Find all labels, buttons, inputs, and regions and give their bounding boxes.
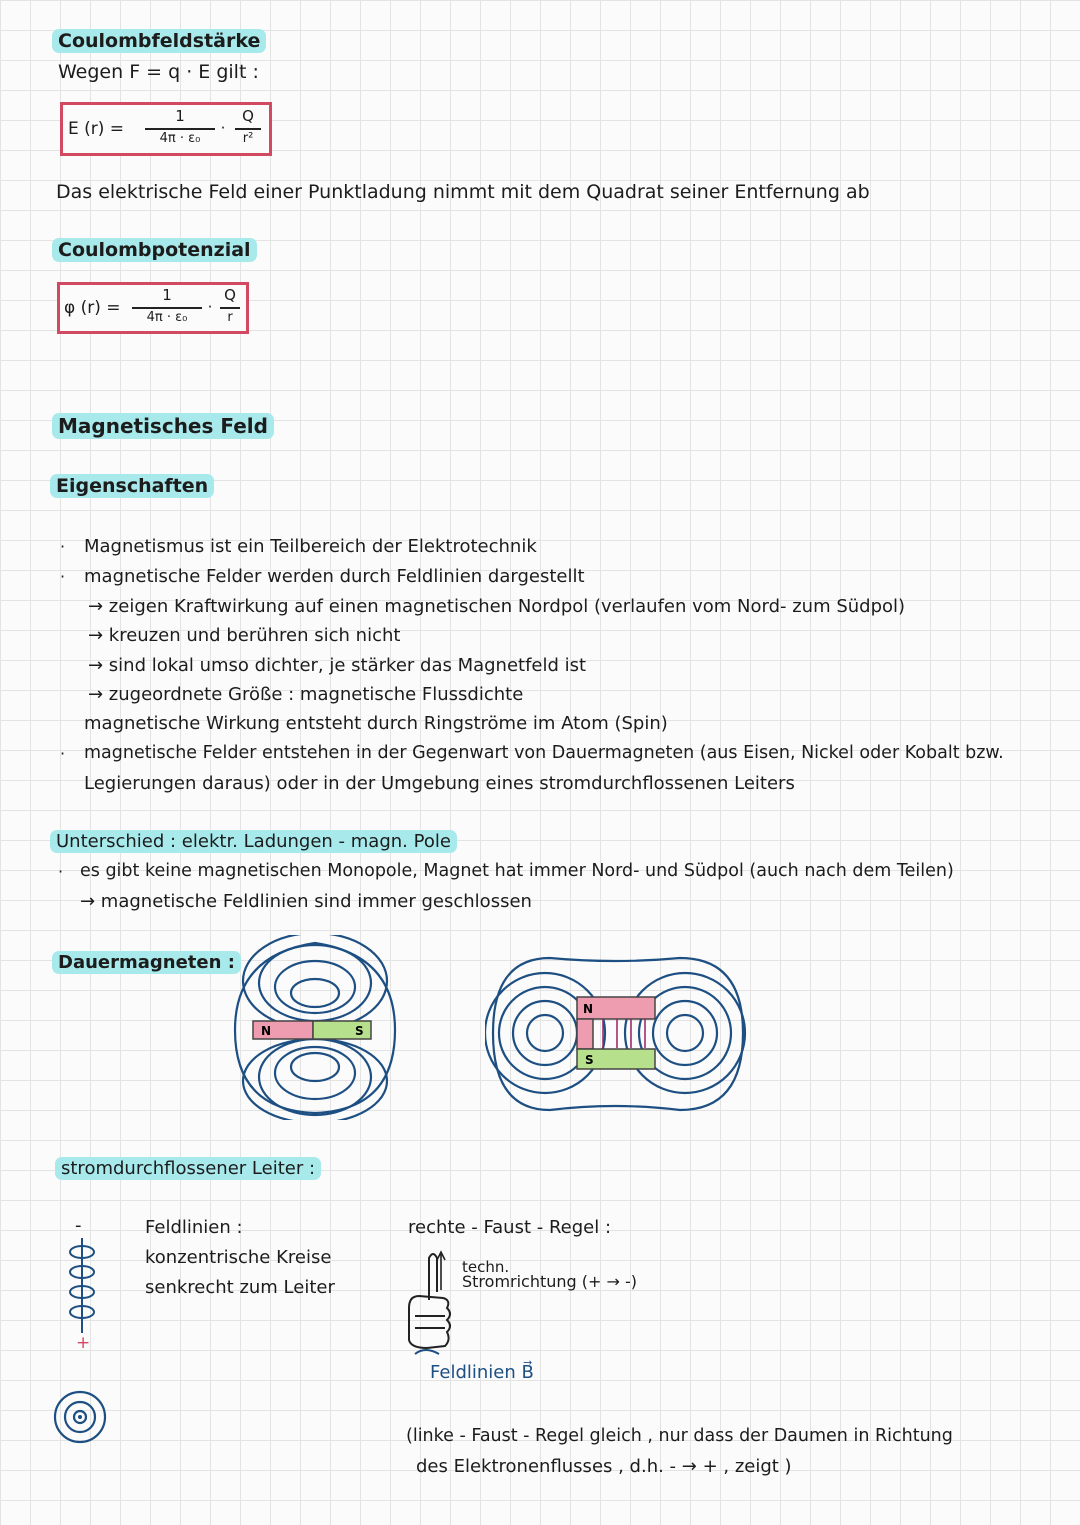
u-magnet-diagram — [485, 950, 750, 1120]
field-line1: konzentrische Kreise — [145, 1247, 332, 1268]
list-item: magnetische Felder entstehen in der Gegenwart von Dauermagneten (aus Eisen, Nickel oder Kobalt bzw. — [84, 743, 1004, 763]
bar-magnet-diagram — [225, 935, 405, 1120]
concentric-circles-icon — [48, 1390, 114, 1444]
bullet: · — [60, 537, 66, 556]
list-item: Legierungen daraus) oder in der Umgebung eines stromdurchflossenen Leiters — [84, 773, 795, 794]
heading-coulombfeldstaerke: Coulombfeldstärke — [52, 29, 266, 53]
north-label: N — [261, 1024, 272, 1038]
list-item: magnetische Wirkung entsteht durch Ringströme im Atom (Spin) — [84, 713, 668, 734]
heading-dauermagneten: Dauermagneten : — [52, 951, 241, 974]
formula-num2: Q — [224, 286, 236, 304]
minus-sign: - — [75, 1215, 82, 1236]
heading-coulombpotenzial: Coulombpotenzial — [52, 238, 257, 262]
list-item: magnetische Felder werden durch Feldlinien dargestellt — [84, 566, 585, 587]
fraction-bar — [145, 128, 215, 130]
bullet: · — [60, 567, 66, 586]
south-label: S — [355, 1024, 364, 1038]
formula-den2: r — [227, 310, 233, 325]
formula-den1: 4π · ε₀ — [146, 310, 188, 325]
heading-eigenschaften: Eigenschaften — [50, 474, 214, 498]
rule-dir1: techn. — [462, 1258, 510, 1276]
formula-lhs: E (r) = — [68, 119, 125, 139]
list-item: → kreuzen und berühren sich nicht — [88, 625, 401, 646]
formula-den2: r² — [242, 131, 254, 146]
formula-lhs: φ (r) = — [64, 298, 121, 318]
intro-text: Wegen F = q · E gilt : — [58, 61, 259, 83]
bullet: · — [58, 862, 64, 881]
heading-leiter: stromdurchflossener Leiter : — [55, 1157, 321, 1180]
difference-label: Unterschied : elektr. Ladungen - magn. Pole — [50, 830, 457, 853]
formula-num1: 1 — [175, 107, 185, 125]
left-rule-line2: des Elektronenflusses , d.h. - → + , zeigt ) — [416, 1456, 792, 1477]
fist-icon — [405, 1250, 460, 1360]
formula-num2: Q — [242, 107, 254, 125]
field-title: Feldlinien : — [145, 1217, 243, 1238]
field-statement: Das elektrische Feld einer Punktladung nimmt mit dem Quadrat seiner Entfernung ab — [56, 181, 870, 203]
formula-dot: · — [207, 298, 213, 316]
conductor-wire-diagram — [62, 1238, 102, 1333]
north-label: N — [583, 1002, 594, 1016]
rule-title: rechte - Faust - Regel : — [408, 1217, 612, 1238]
fraction-bar — [132, 307, 202, 309]
list-item: → zugeordnete Größe : magnetische Flussdichte — [88, 684, 524, 705]
field-line2: senkrecht zum Leiter — [145, 1277, 335, 1298]
difference-line1: es gibt keine magnetischen Monopole, Magnet hat immer Nord- und Südpol (auch nach dem Teilen) — [80, 861, 954, 881]
formula-num1: 1 — [162, 286, 172, 304]
formula-den1: 4π · ε₀ — [159, 131, 201, 146]
south-label: S — [585, 1053, 594, 1067]
difference-line2: → magnetische Feldlinien sind immer geschlossen — [80, 891, 532, 912]
formula-box-potential — [57, 282, 249, 334]
bullet: · — [60, 744, 66, 763]
fraction-bar — [235, 128, 261, 130]
list-item: Magnetismus ist ein Teilbereich der Elektrotechnik — [84, 536, 537, 557]
formula-box-field — [60, 102, 272, 156]
left-rule-line1: (linke - Faust - Regel gleich , nur dass der Daumen in Richtung — [406, 1426, 953, 1446]
heading-magnetisches-feld: Magnetisches Feld — [52, 413, 274, 439]
list-item: → zeigen Kraftwirkung auf einen magnetischen Nordpol (verlaufen vom Nord- zum Südpol) — [88, 596, 906, 617]
plus-sign: + — [76, 1333, 91, 1353]
list-item: → sind lokal umso dichter, je stärker das Magnetfeld ist — [88, 655, 587, 676]
rule-dir2: Stromrichtung (+ → -) — [462, 1272, 638, 1291]
fraction-bar — [220, 307, 240, 309]
rule-field: Feldlinien B⃗ — [430, 1362, 534, 1383]
formula-dot: · — [220, 119, 226, 137]
